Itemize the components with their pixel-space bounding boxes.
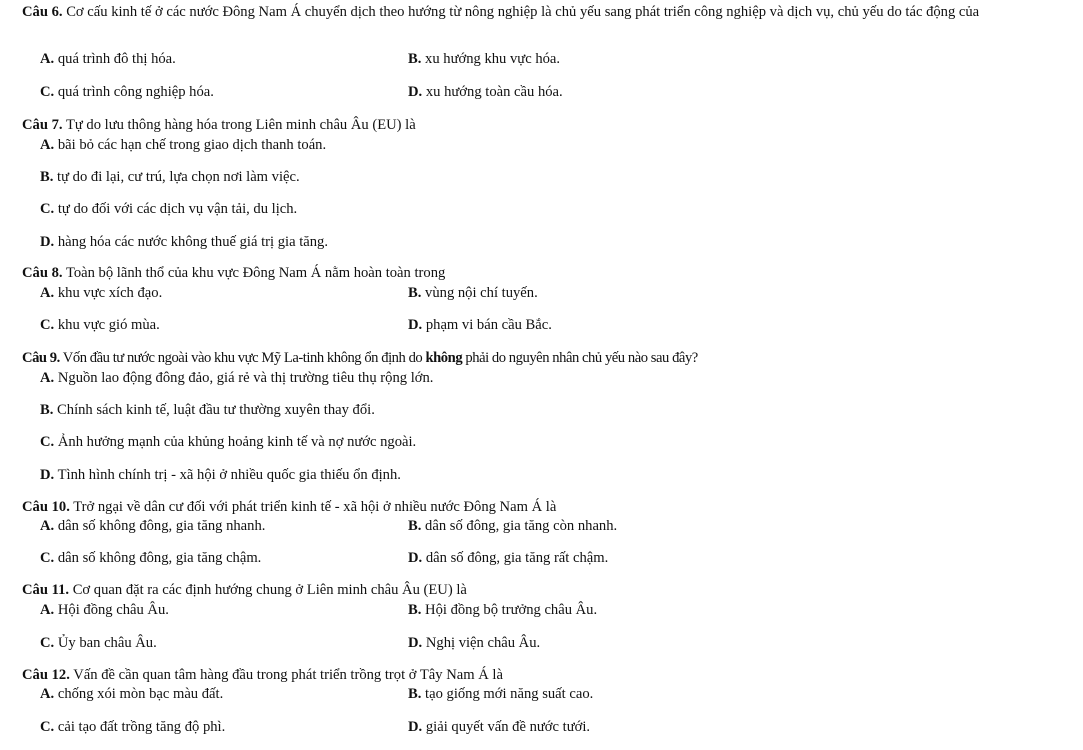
option-text: Nghị viện châu Âu. <box>425 635 541 651</box>
option-text: dân số đông, gia tăng còn nhanh. <box>425 518 618 534</box>
option-text: quá trình đô thị hóa. <box>57 51 176 67</box>
option-label: B. <box>40 402 54 418</box>
option-text: Chính sách kinh tế, luật đầu tư thường xuyên thay đổi. <box>57 402 375 418</box>
option-c <box>40 434 416 451</box>
option-label: A. <box>40 686 55 702</box>
option-label: C. <box>40 201 55 217</box>
option-c <box>40 201 297 218</box>
option-text: chống xói mòn bạc màu đất. <box>57 686 224 702</box>
option-label: B. <box>408 285 422 301</box>
option-label: D. <box>408 635 423 651</box>
option-c <box>40 719 225 736</box>
option-label: D. <box>408 317 423 333</box>
option-label: B. <box>408 51 422 67</box>
option-label: A. <box>40 518 55 534</box>
option-d <box>408 719 590 736</box>
option-label: D. <box>40 234 55 250</box>
option-text: dân số không đông, gia tăng chậm. <box>57 550 262 566</box>
option-c <box>40 317 160 334</box>
option-text: Nguồn lao động đông đảo, giá rẻ và thị trường tiêu thụ rộng lớn. <box>57 370 434 386</box>
question-text: Trở ngại về dân cư đối với phát triển kinh tế - xã hội ở nhiều nước Đông Nam Á là <box>73 499 557 515</box>
question-number: Câu 12. <box>22 667 70 683</box>
option-label: D. <box>408 719 423 735</box>
option-d <box>408 635 540 652</box>
option-label: B. <box>408 518 422 534</box>
option-text: cải tạo đất trồng tăng độ phì. <box>57 719 226 735</box>
option-a <box>40 602 169 619</box>
option-label: B. <box>40 169 54 185</box>
option-b <box>408 518 617 535</box>
option-label: C. <box>40 84 55 100</box>
question-number: Câu 10. <box>22 499 70 515</box>
option-text: vùng nội chí tuyến. <box>425 285 538 301</box>
option-label: D. <box>40 467 55 483</box>
option-text: Hội đồng bộ trưởng châu Âu. <box>425 602 598 618</box>
question-7-stem <box>22 117 1073 134</box>
option-text: bãi bỏ các hạn chế trong giao dịch thanh toán. <box>57 137 327 153</box>
option-d <box>40 467 401 484</box>
option-a <box>40 285 162 302</box>
option-text: khu vực xích đạo. <box>57 285 163 301</box>
option-text: Ủy ban châu Âu. <box>57 635 157 651</box>
option-c <box>40 635 157 652</box>
option-b <box>40 169 300 186</box>
question-6-stem <box>22 4 1073 21</box>
question-text: Cơ quan đặt ra các định hướng chung ở Liên minh châu Âu (EU) là <box>72 582 467 598</box>
option-text: Hội đồng châu Âu. <box>57 602 169 618</box>
option-text: phạm vi bán cầu Bắc. <box>425 317 552 333</box>
option-d <box>408 317 552 334</box>
question-text-before: Vốn đầu tư nước ngoài vào khu vực Mỹ La-tinh không ổn định do <box>62 350 423 366</box>
option-text: tạo giống mới năng suất cao. <box>425 686 594 702</box>
option-label: B. <box>408 602 422 618</box>
option-label: C. <box>40 434 55 450</box>
option-d <box>40 234 328 251</box>
question-11-stem <box>22 582 1073 599</box>
question-number: Câu 8. <box>22 265 63 281</box>
question-10-stem <box>22 499 1073 516</box>
option-b <box>40 402 375 419</box>
option-text: khu vực gió mùa. <box>57 317 160 333</box>
option-a <box>40 137 326 154</box>
option-text: xu hướng toàn cầu hóa. <box>425 84 563 100</box>
option-a <box>40 370 433 387</box>
question-9-stem <box>22 350 1073 367</box>
option-text: dân số đông, gia tăng rất chậm. <box>425 550 609 566</box>
option-b <box>408 51 560 68</box>
option-label: A. <box>40 285 55 301</box>
question-12-stem <box>22 667 1073 684</box>
question-8-stem <box>22 265 1073 282</box>
option-text: dân số không đông, gia tăng nhanh. <box>57 518 266 534</box>
option-b <box>408 285 538 302</box>
question-number: Câu 6. <box>22 4 63 20</box>
option-b <box>408 686 593 703</box>
option-label: D. <box>408 84 423 100</box>
question-text: Toàn bộ lãnh thổ của khu vực Đông Nam Á nằm hoàn toàn trong <box>65 265 446 281</box>
option-label: C. <box>40 550 55 566</box>
option-label: C. <box>40 317 55 333</box>
option-text: quá trình công nghiệp hóa. <box>57 84 214 100</box>
option-label: A. <box>40 602 55 618</box>
question-number: Câu 11. <box>22 582 70 598</box>
option-label: D. <box>408 550 423 566</box>
question-text: Cơ cấu kinh tế ở các nước Đông Nam Á chuyển dịch theo hướng từ nông nghiệp là chủ yếu sang phát triển công nghiệp và dịch vụ, chủ yếu do tác động của <box>66 4 980 20</box>
question-number: Câu 9. <box>22 350 60 366</box>
option-d <box>408 550 608 567</box>
option-a <box>40 51 176 68</box>
option-a <box>40 686 223 703</box>
option-text: tự do đi lại, cư trú, lựa chọn nơi làm việc. <box>57 169 300 185</box>
question-number: Câu 7. <box>22 117 63 133</box>
option-text: xu hướng khu vực hóa. <box>425 51 561 67</box>
option-c <box>40 84 214 101</box>
option-b <box>408 602 597 619</box>
option-text: giải quyết vấn đề nước tưới. <box>425 719 591 735</box>
option-label: A. <box>40 137 55 153</box>
question-text-after: phải do nguyên nhân chủ yếu nào sau đây? <box>465 350 698 366</box>
option-label: C. <box>40 635 55 651</box>
question-text: Tự do lưu thông hàng hóa trong Liên minh châu Âu (EU) là <box>65 117 416 133</box>
option-text: hàng hóa các nước không thuế giá trị gia tăng. <box>57 234 328 250</box>
option-a <box>40 518 265 535</box>
option-label: A. <box>40 51 55 67</box>
option-c <box>40 550 261 567</box>
option-label: C. <box>40 719 55 735</box>
option-text: tự do đối với các dịch vụ vận tải, du lịch. <box>57 201 298 217</box>
option-d <box>408 84 563 101</box>
question-keyword: không <box>425 350 463 366</box>
option-text: Ảnh hưởng mạnh của khủng hoảng kinh tế và nợ nước ngoài. <box>57 434 417 450</box>
question-text: Vấn đề cần quan tâm hàng đầu trong phát triển trồng trọt ở Tây Nam Á là <box>73 667 503 683</box>
option-text: Tình hình chính trị - xã hội ở nhiều quốc gia thiếu ổn định. <box>57 467 401 483</box>
option-label: A. <box>40 370 55 386</box>
option-label: B. <box>408 686 422 702</box>
